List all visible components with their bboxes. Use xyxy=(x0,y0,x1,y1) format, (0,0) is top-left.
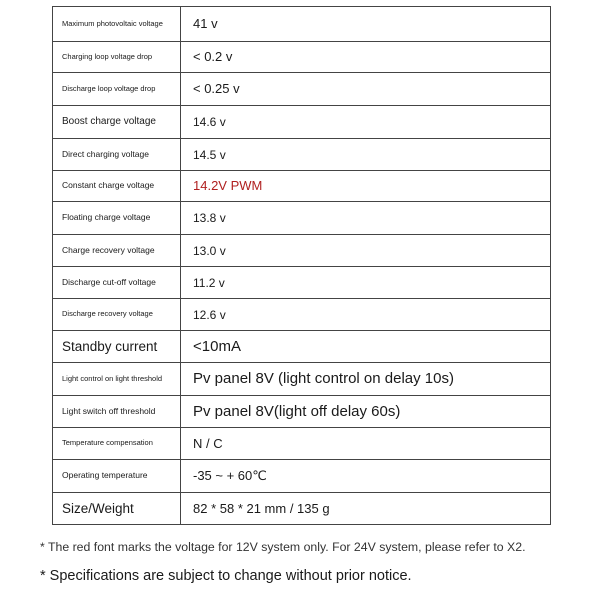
spec-table xyxy=(52,6,551,525)
value-cell xyxy=(181,396,551,428)
row-value: N / C xyxy=(193,435,223,451)
value-cell xyxy=(181,139,551,171)
label-cell xyxy=(53,299,181,331)
table-row xyxy=(53,363,551,396)
label-cell xyxy=(53,267,181,299)
table-row xyxy=(53,202,551,235)
value-cell xyxy=(181,299,551,331)
table-row xyxy=(53,171,551,202)
label-cell xyxy=(53,7,181,42)
table-row xyxy=(53,235,551,267)
table-row xyxy=(53,106,551,139)
row-value: 13.8 v xyxy=(193,211,226,225)
label-cell xyxy=(53,106,181,139)
row-label: Boost charge voltage xyxy=(62,116,156,128)
label-cell xyxy=(53,42,181,73)
row-label: Floating charge voltage xyxy=(62,212,151,223)
value-cell xyxy=(181,171,551,202)
table-row xyxy=(53,73,551,106)
row-label: Standby current xyxy=(62,338,158,354)
label-cell xyxy=(53,331,181,363)
label-cell xyxy=(53,396,181,428)
row-value: 11.2 v xyxy=(193,275,225,290)
row-label: Size/Weight xyxy=(62,500,134,516)
table-row xyxy=(53,428,551,460)
table-row xyxy=(53,396,551,428)
row-label: Light switch off threshold xyxy=(62,405,156,416)
value-cell xyxy=(181,493,551,525)
row-value: 82 * 58 * 21 mm / 135 g xyxy=(193,500,330,516)
footnote-red-font: * The red font marks the voltage for 12V system only. For 24V system, please refer to X2. xyxy=(40,540,526,554)
value-cell xyxy=(181,7,551,42)
row-label: Direct charging voltage xyxy=(62,148,149,159)
table-row xyxy=(53,7,551,42)
value-cell xyxy=(181,267,551,299)
row-label: Maximum photovoltaic voltage xyxy=(62,18,163,28)
label-cell xyxy=(53,493,181,525)
table-row xyxy=(53,139,551,171)
label-cell xyxy=(53,139,181,171)
row-label: Constant charge voltage xyxy=(62,180,155,191)
value-cell xyxy=(181,460,551,493)
value-cell xyxy=(181,106,551,139)
row-value: 14.5 v xyxy=(193,147,226,162)
row-value-highlighted: 14.2V PWM xyxy=(193,178,263,193)
row-value: Pv panel 8V(light off delay 60s) xyxy=(193,402,401,420)
row-label: Discharge cut-off voltage xyxy=(62,276,156,287)
value-cell xyxy=(181,42,551,73)
table-row xyxy=(53,460,551,493)
label-cell xyxy=(53,428,181,460)
label-cell xyxy=(53,460,181,493)
value-cell xyxy=(181,428,551,460)
row-value: 12.6 v xyxy=(193,307,226,322)
row-label: Temperature compensation xyxy=(62,438,153,448)
row-value: <10mA xyxy=(193,337,241,355)
table-row xyxy=(53,42,551,73)
table-row xyxy=(53,267,551,299)
label-cell xyxy=(53,363,181,396)
row-value: Pv panel 8V (light control on delay 10s) xyxy=(193,370,454,387)
table-row xyxy=(53,299,551,331)
value-cell xyxy=(181,331,551,363)
label-cell xyxy=(53,235,181,267)
value-cell xyxy=(181,73,551,106)
row-value: < 0.25 v xyxy=(193,81,240,96)
value-cell xyxy=(181,235,551,267)
label-cell xyxy=(53,73,181,106)
row-value: 41 v xyxy=(193,16,218,31)
value-cell xyxy=(181,363,551,396)
row-value: 13.0 v xyxy=(193,243,226,258)
footnote-spec-change: * Specifications are subject to change without prior notice. xyxy=(40,568,412,584)
row-value: -35 ~ + 60℃ xyxy=(193,468,267,483)
row-label: Light control on light threshold xyxy=(62,373,163,383)
row-value: < 0.2 v xyxy=(193,49,233,64)
row-value: 14.6 v xyxy=(193,115,226,129)
row-label: Charge recovery voltage xyxy=(62,244,155,255)
value-cell xyxy=(181,202,551,235)
table-row xyxy=(53,331,551,363)
label-cell xyxy=(53,202,181,235)
row-label: Operating temperature xyxy=(62,470,148,481)
label-cell xyxy=(53,171,181,202)
row-label: Discharge recovery voltage xyxy=(62,309,153,319)
table-row xyxy=(53,493,551,525)
row-label: Discharge loop voltage drop xyxy=(62,83,156,93)
row-label: Charging loop voltage drop xyxy=(62,51,153,61)
